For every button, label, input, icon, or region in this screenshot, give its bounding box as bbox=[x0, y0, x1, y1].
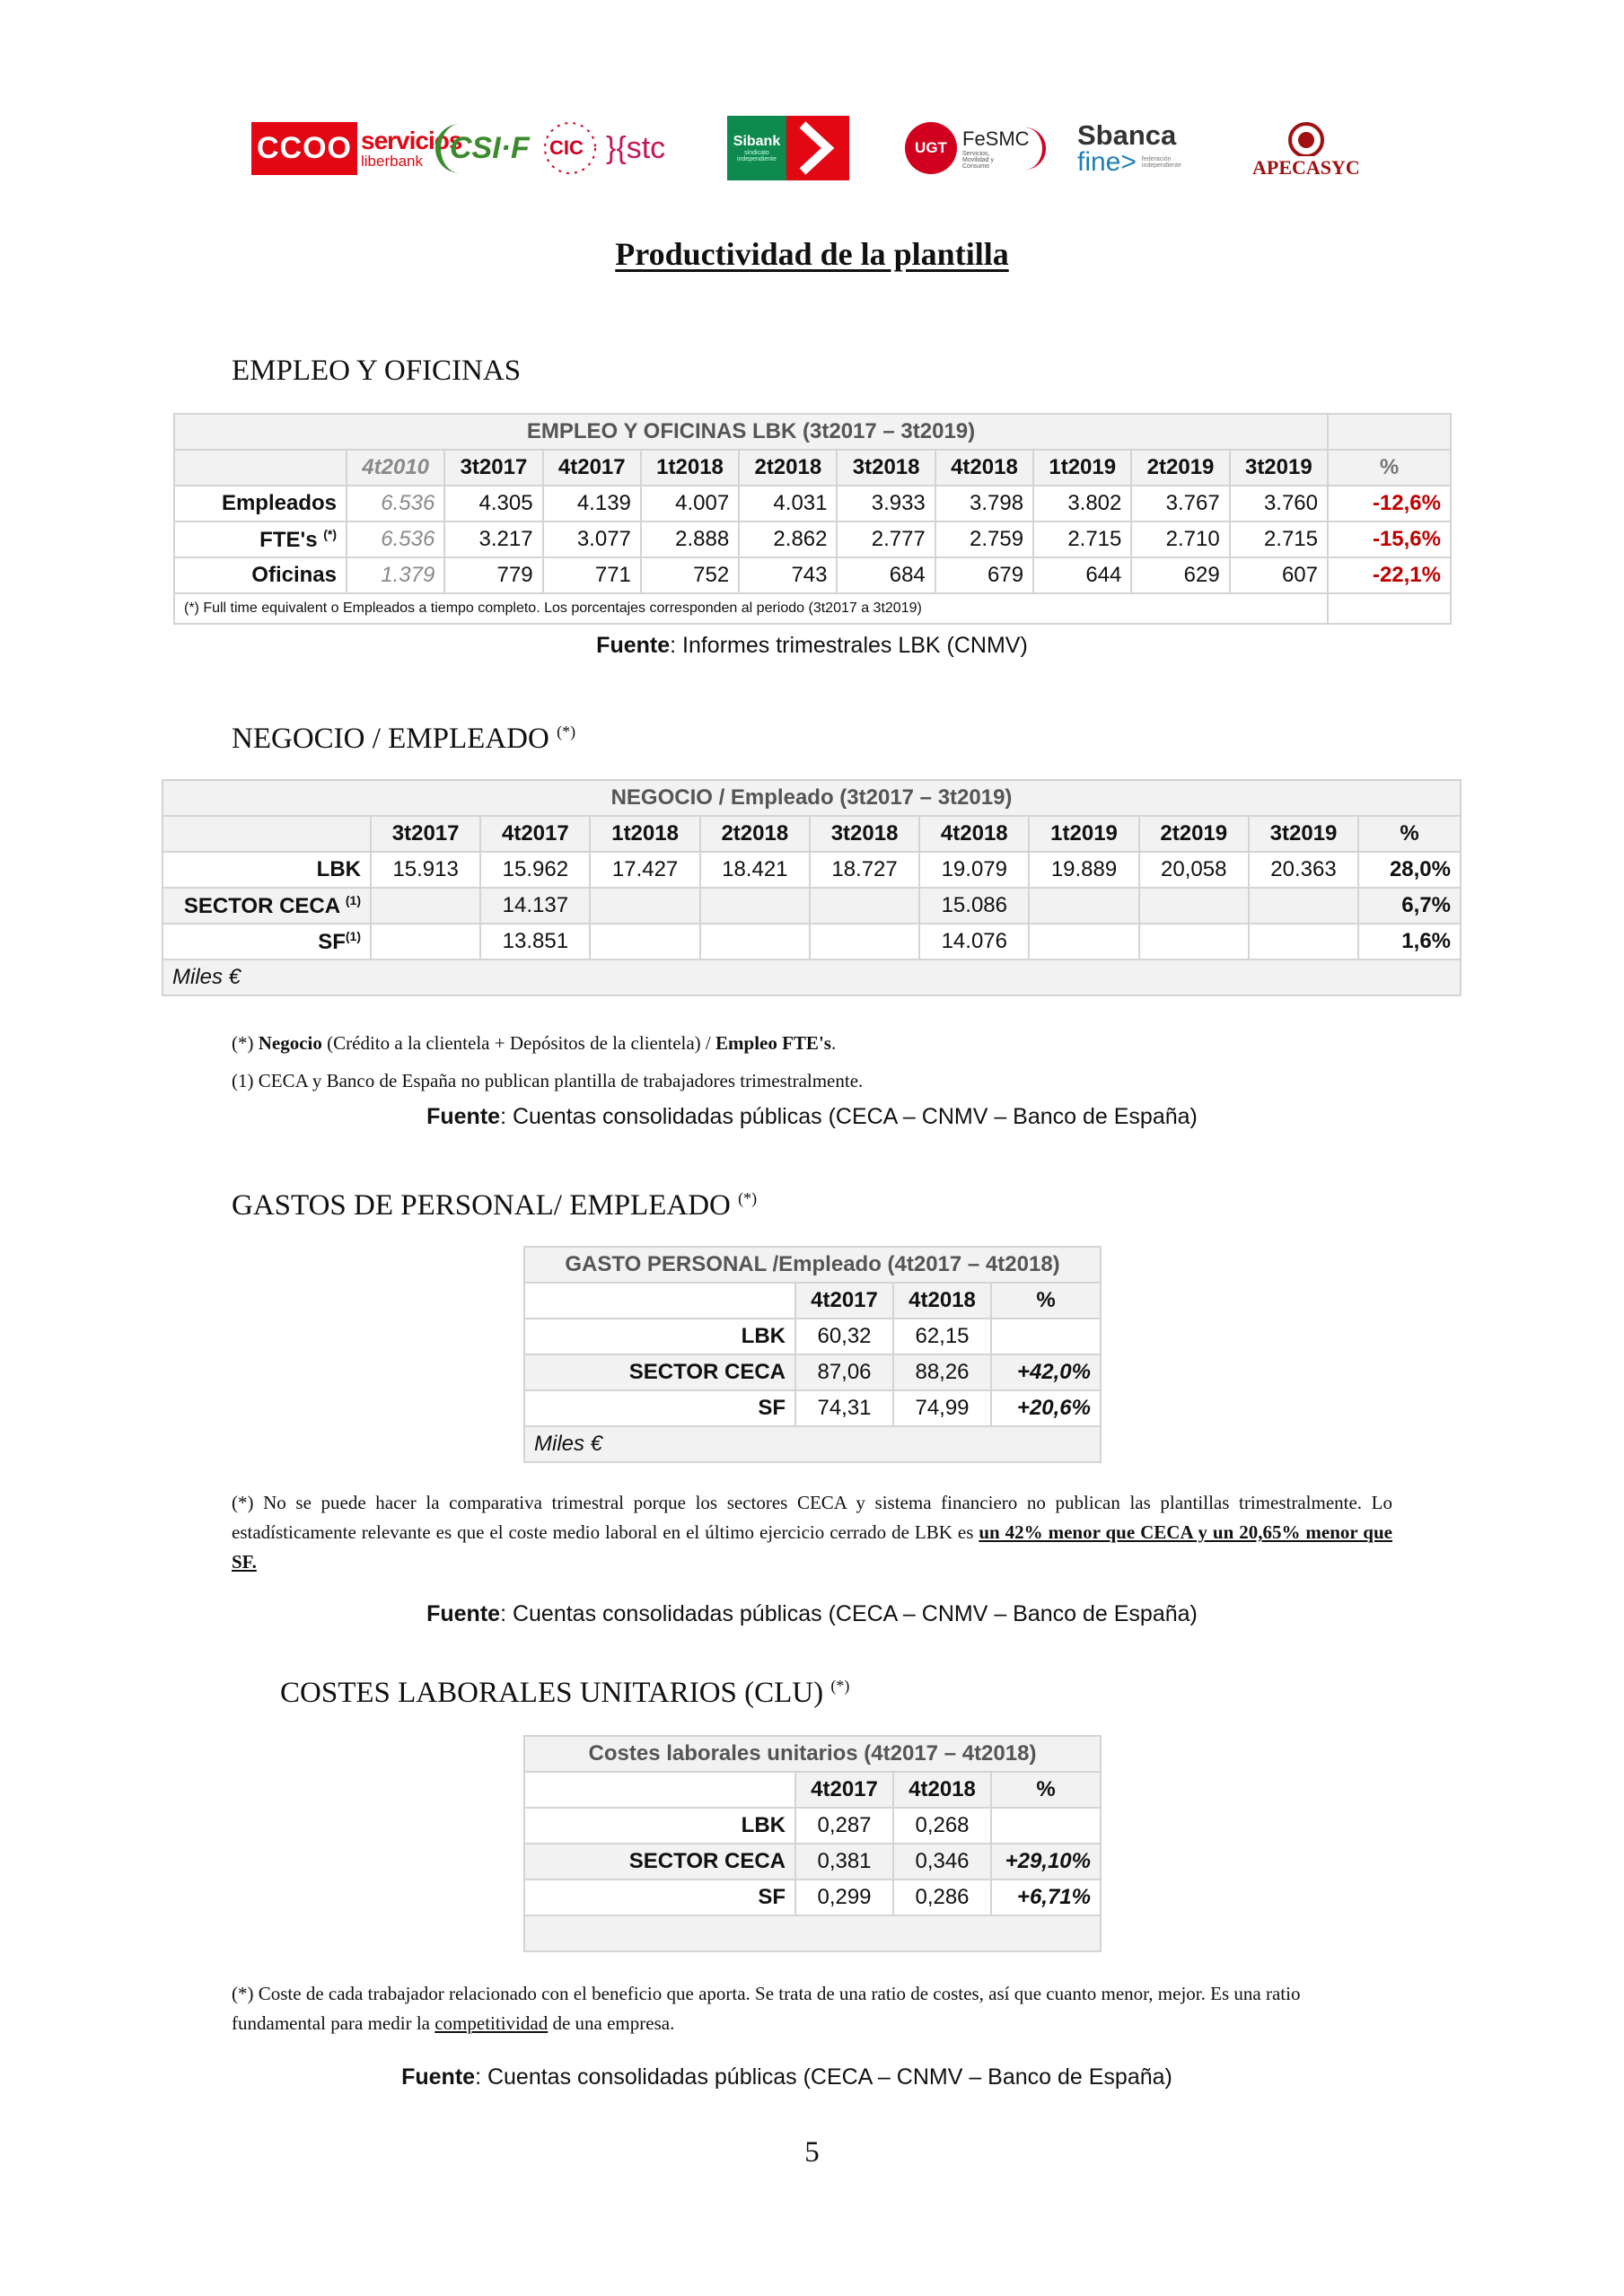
fuente-gastos: Fuente: Cuentas consolidadas públicas (CECA – CNMV – Banco de España) bbox=[426, 1601, 1198, 1626]
ccoo-mark: CCOO bbox=[251, 122, 357, 175]
table-caption: NEGOCIO / Empleado (3t2017 – 3t2019) bbox=[162, 780, 1461, 816]
csif-logo bbox=[435, 108, 535, 188]
col-header: 3t2018 bbox=[837, 450, 935, 486]
col-header: 4t2017 bbox=[795, 1283, 893, 1319]
apecasyc-emblem-icon bbox=[1281, 117, 1331, 156]
col-header: 3t2019 bbox=[1249, 816, 1358, 852]
col-header: 2t2019 bbox=[1131, 450, 1229, 486]
ugt-text: UGT bbox=[915, 139, 947, 156]
col-header: 2t2018 bbox=[739, 450, 837, 486]
section-title-empleo: EMPLEO Y OFICINAS bbox=[232, 355, 522, 387]
col-header: % bbox=[991, 1283, 1101, 1319]
table-row: SF 74,31 74,99 +20,6% bbox=[524, 1390, 1101, 1426]
sbanca-text: Sbanca bbox=[1077, 118, 1177, 151]
section-title-negocio: NEGOCIO / EMPLEADO (*) bbox=[232, 723, 576, 755]
stc-text: }{stc bbox=[606, 130, 666, 165]
section-title-clu: COSTES LABORALES UNITARIOS (CLU) (*) bbox=[280, 1677, 850, 1709]
col-header: 2t2018 bbox=[700, 816, 810, 852]
fuente-negocio: Fuente: Cuentas consolidadas públicas (CECA – CNMV – Banco de España) bbox=[426, 1104, 1198, 1129]
clu-table bbox=[523, 1735, 1102, 1952]
table-units: Miles € bbox=[524, 1426, 1101, 1462]
table-row: Oficinas 1.379 779 771 752 743 684 679 644 629 607 -22,1% bbox=[174, 557, 1451, 593]
col-header: % bbox=[1328, 450, 1451, 486]
col-header: 4t2017 bbox=[543, 450, 641, 486]
negocio-empleado-table bbox=[162, 779, 1462, 996]
col-header: 4t2018 bbox=[893, 1283, 991, 1319]
fine-text: fine> bbox=[1077, 146, 1137, 177]
stc-logo bbox=[606, 108, 665, 188]
note-gastos: (*) No se puede hacer la comparativa trimestral porque los sectores CECA y sistema financiero no publican las plantillas trimestralmente. Lo estadísticamente relevante es que el coste medio laboral en el último ejercicio cerrado de LBK es un 42% menor que CECA y un 20,65% menor que SF. bbox=[232, 1492, 1392, 1573]
col-header: 4t2010 bbox=[347, 450, 444, 486]
table-row: Empleados 6.536 4.305 4.139 4.007 4.031 3.933 3.798 3.802 3.767 3.760 -12,6% bbox=[174, 486, 1451, 521]
fuente-clu: Fuente: Cuentas consolidadas públicas (CECA – CNMV – Banco de España) bbox=[401, 2064, 1172, 2090]
col-header: 3t2019 bbox=[1230, 450, 1328, 486]
fine-sub: federación independiente bbox=[1141, 155, 1181, 169]
col-header: 3t2017 bbox=[444, 450, 542, 486]
col-header: 3t2017 bbox=[371, 816, 480, 852]
csif-text: CSI·F bbox=[435, 124, 535, 173]
col-header: 4t2018 bbox=[893, 1772, 991, 1808]
cic-logo bbox=[539, 108, 601, 188]
union-logos bbox=[251, 108, 1365, 188]
table-row: FTE's (*) 6.536 3.217 3.077 2.888 2.862 2.777 2.759 2.715 2.710 2.715 -15,6% bbox=[174, 521, 1451, 557]
apecasyc-logo bbox=[1252, 108, 1360, 188]
page-title: Productividad de la plantilla bbox=[615, 236, 1009, 272]
col-header: 2t2019 bbox=[1139, 816, 1249, 852]
table-row: SECTOR CECA 0,381 0,346 +29,10% bbox=[524, 1844, 1101, 1880]
sibank-arrow-icon bbox=[786, 116, 849, 180]
gasto-personal-table bbox=[523, 1246, 1102, 1463]
table-units: Miles € bbox=[162, 960, 1461, 995]
table-caption: EMPLEO Y OFICINAS LBK (3t2017 – 3t2019) bbox=[174, 414, 1328, 450]
sibank-logo bbox=[727, 108, 849, 188]
table-footnote: (*) Full time equivalent o Empleados a tiempo completo. Los porcentajes corresponden al periodo (3t2017 a 3t2019) bbox=[174, 593, 1328, 624]
col-header: 1t2018 bbox=[641, 450, 739, 486]
table-caption: Costes laborales unitarios (4t2017 – 4t2018) bbox=[524, 1736, 1101, 1772]
ccoo-servicios-logo bbox=[251, 108, 461, 188]
col-header: % bbox=[1358, 816, 1461, 852]
note-negocio-2: (1) CECA y Banco de España no publican plantilla de trabajadores trimestralmente. bbox=[232, 1070, 864, 1091]
table-row: LBK 15.913 15.962 17.427 18.421 18.727 19.079 19.889 20,058 20.363 28,0% bbox=[162, 852, 1461, 888]
note-clu: (*) Coste de cada trabajador relacionado con el beneficio que aporta. Se trata de una ratio de costes, así que cuanto menor, mejor. Es una ratio fundamental para medir la competitividad de una empresa. bbox=[232, 1983, 1301, 2034]
table-row: SF$^{(1)}$ 13.851 14.076 1,6% bbox=[162, 924, 1461, 960]
col-header: 1t2018 bbox=[590, 816, 699, 852]
col-header: 4t2018 bbox=[919, 816, 1029, 852]
fesmc-sub: Servicios, Movilidad y Consumo bbox=[962, 150, 995, 170]
table-row: SF 0,299 0,286 +6,71% bbox=[524, 1880, 1101, 1915]
fuente-empleo: Fuente: Informes trimestrales LBK (CNMV) bbox=[596, 633, 1028, 658]
sbanca-fine-logo bbox=[1077, 108, 1196, 188]
table-caption: GASTO PERSONAL /Empleado (4t2017 – 4t2018) bbox=[524, 1247, 1101, 1283]
servicios-text: servicios bbox=[361, 126, 462, 154]
table-row: SECTOR CECA 87,06 88,26 +42,0% bbox=[524, 1354, 1101, 1390]
sibank-sub: sindicato independiente bbox=[737, 150, 777, 162]
col-header: % bbox=[991, 1772, 1101, 1808]
fesmc-text: FeSMC bbox=[962, 127, 1030, 150]
page-number: 5 bbox=[804, 2136, 820, 2169]
col-header: 3t2018 bbox=[810, 816, 919, 852]
col-header: 1t2019 bbox=[1029, 816, 1138, 852]
apecasyc-text: APECASYC bbox=[1252, 156, 1360, 179]
col-header: 4t2017 bbox=[795, 1772, 893, 1808]
col-header: 1t2019 bbox=[1033, 450, 1131, 486]
col-header: 4t2018 bbox=[935, 450, 1033, 486]
ugt-fesmc-logo bbox=[905, 108, 1046, 188]
table-row: LBK 60,32 62,15 bbox=[524, 1319, 1101, 1354]
table-row: LBK 0,287 0,268 bbox=[524, 1808, 1101, 1844]
section-title-gastos: GASTOS DE PERSONAL/ EMPLEADO (*) bbox=[232, 1189, 758, 1222]
sibank-text: Sibank bbox=[733, 134, 781, 149]
table-row: SECTOR CECA $^{(1)}$ 14.137 15.086 6,7% bbox=[162, 888, 1461, 924]
cic-text: CIC bbox=[549, 136, 584, 159]
col-header: 4t2017 bbox=[480, 816, 590, 852]
empleo-oficinas-table bbox=[173, 413, 1452, 625]
note-negocio-1: (*) Negocio (Crédito a la clientela + Depósitos de la clientela) / Empleo FTE's. bbox=[232, 1032, 837, 1054]
liberbank-text: liberbank bbox=[361, 152, 423, 170]
